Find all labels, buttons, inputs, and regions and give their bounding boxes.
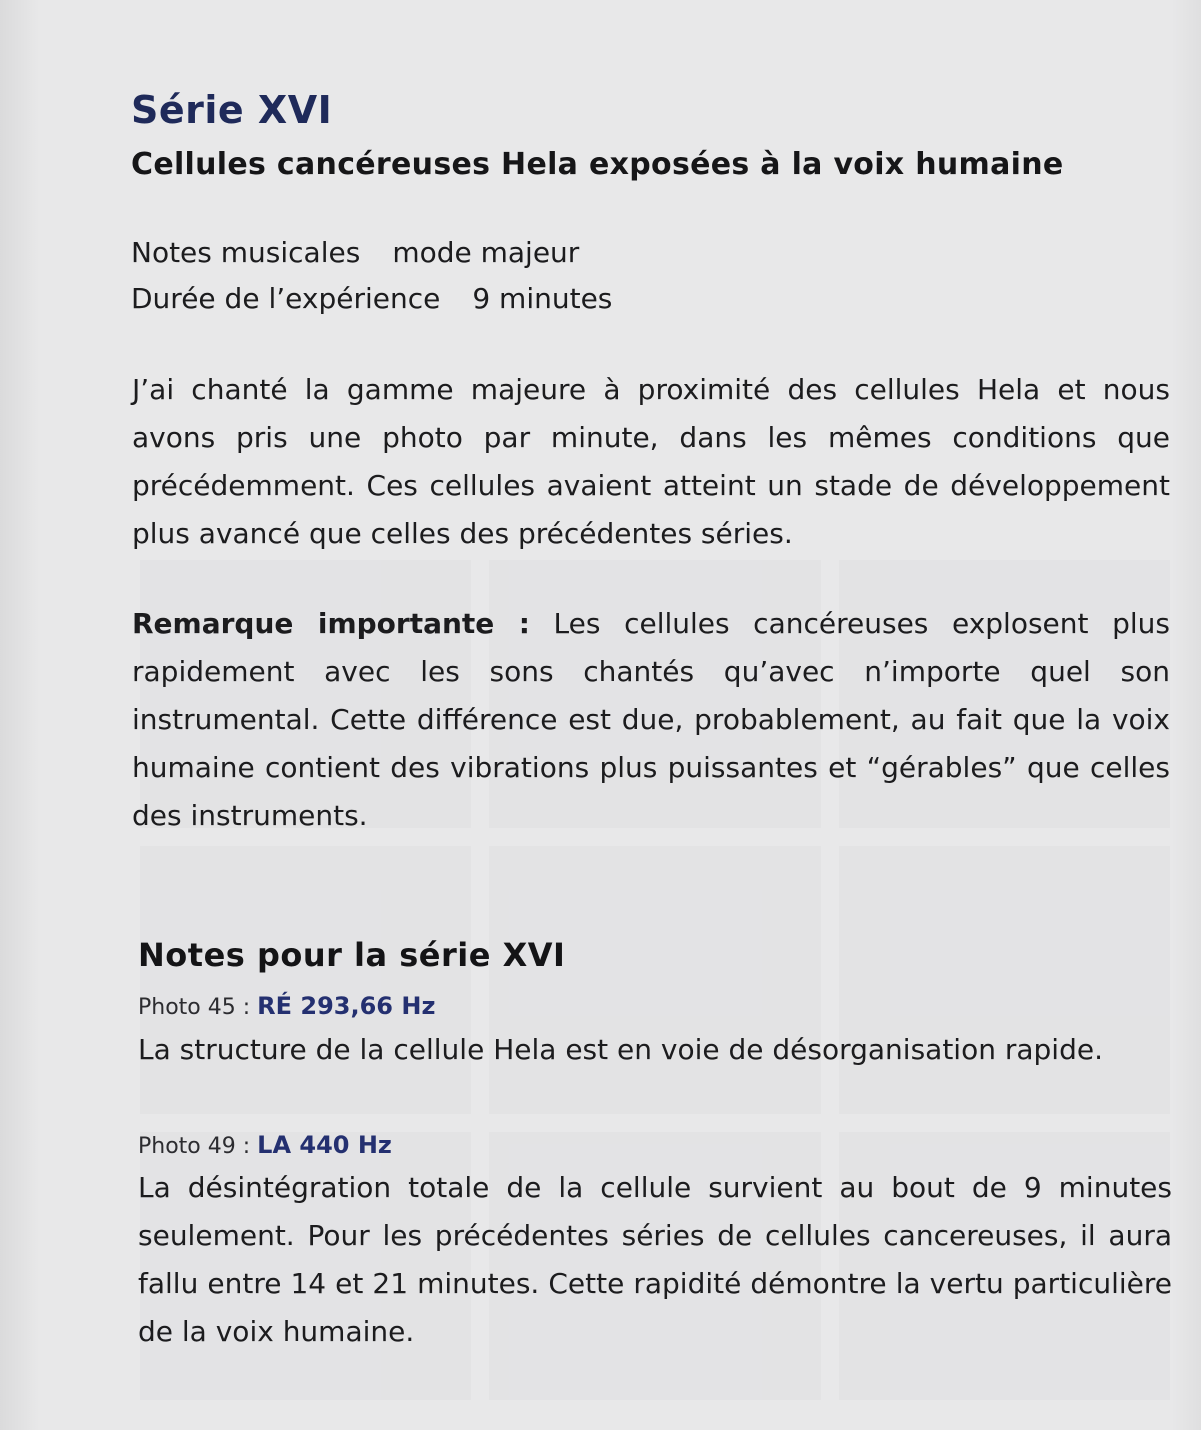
- series-title: Série XVI: [131, 88, 333, 132]
- remark-label: Remarque importante :: [132, 607, 530, 640]
- duration-label: Durée de l’expérience: [131, 282, 441, 315]
- musical-note-frequency: RÉ 293,66 Hz: [257, 992, 436, 1020]
- important-remark: [132, 600, 1170, 840]
- photo-number: Photo 45 :: [138, 995, 251, 1020]
- musical-notes-line: [131, 236, 579, 269]
- remark-text: Les cellules cancéreuses explosent plus rapidement avec les sons chantés qu’avec n’importe quel son instrumental. Cette différence est due, probablement, au fait que la voix humaine contient des vibrations plus puissantes et “gérables” que celles des instruments.: [132, 607, 1170, 832]
- photo-49-label: [138, 1131, 392, 1159]
- notes-label: Notes musicales: [131, 236, 361, 269]
- musical-note-frequency: LA 440 Hz: [257, 1131, 392, 1159]
- notes-value: mode majeur: [392, 236, 580, 269]
- notes-section-title: Notes pour la série XVI: [138, 936, 566, 974]
- photo-45-label: [138, 992, 435, 1020]
- duration-line: [131, 282, 612, 315]
- photo-number: Photo 49 :: [138, 1134, 251, 1159]
- photo-45-observation: La structure de la cellule Hela est en voie de désorganisation rapide.: [138, 1033, 1103, 1066]
- experiment-description: J’ai chanté la gamme majeure à proximité des cellules Hela et nous avons pris une photo par minute, dans les mêmes conditions que précédemment. Ces cellules avaient atteint un stade de développement plus avancé que celles des précédentes séries.: [132, 373, 1170, 550]
- photo-49-observation: La désintégration totale de la cellule survient au bout de 9 minutes seulement. Pour les précédentes séries de cellules cancereuses, il aura fallu entre 14 et 21 minutes. Cette rapidité démontre la vertu particulière de la voix humaine.: [138, 1171, 1172, 1348]
- experiment-subtitle: Cellules cancéreuses Hela exposées à la voix humaine: [131, 147, 1064, 182]
- duration-value: 9 minutes: [472, 282, 613, 315]
